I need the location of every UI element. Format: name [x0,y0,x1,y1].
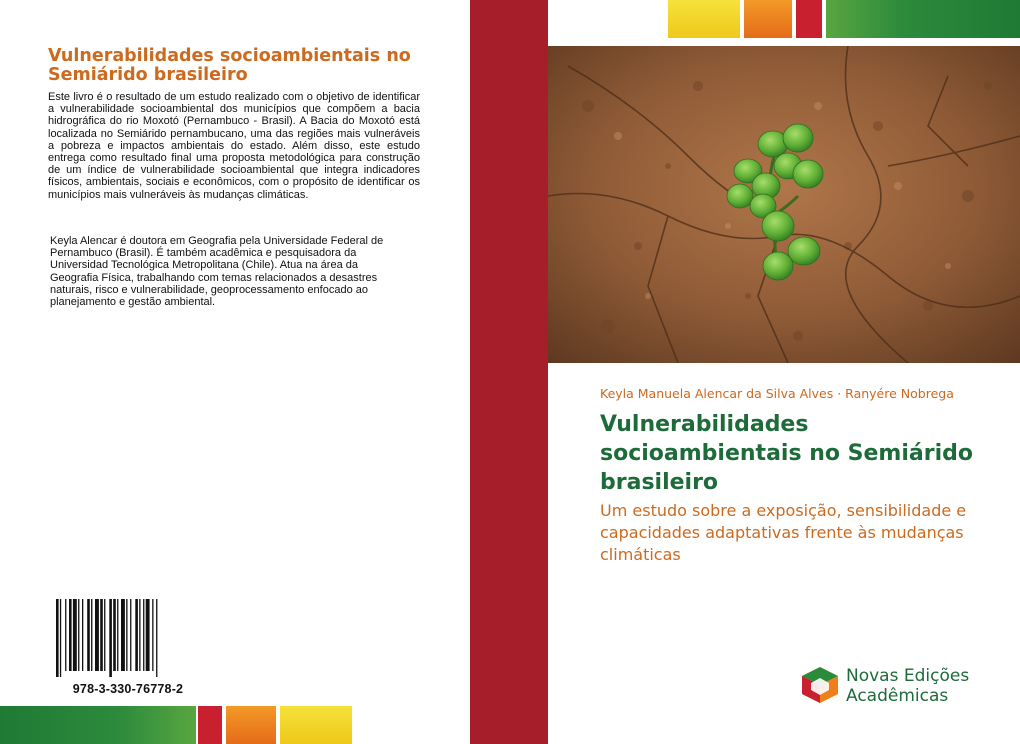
barcode-icon [56,599,200,677]
front-color-band-orange [744,0,792,38]
front-color-band-yellow [668,0,740,38]
publisher-name-line2: Acadêmicas [846,686,949,706]
publisher-hexagon-logo [800,666,840,704]
back-cover-title: Vulnerabilidades socioambientais no Semiárido brasileiro [48,46,411,85]
publisher-name-line1: Novas Edições [846,666,970,686]
front-cover-subtitle: Um estudo sobre a exposição, sensibilidade e capacidades adaptativas frente às mudanças climáticas [600,501,967,564]
front-cover-authors: Keyla Manuela Alencar da Silva Alves · Ranyére Nobrega [600,386,954,401]
back-color-band-red [198,706,222,744]
back-color-band-yellow [280,706,352,744]
back-cover-summary: Este livro é o resultado de um estudo realizado com o objetivo de identificar a vulnerabilidade socioambiental dos municípios que compõem a bacia hidrográfica do rio Moxotó (Pernambuco - Brasil). A Bacia do Moxotó está localizada no Semiárido pernambucano, uma das regiões mais vulneráveis a pobreza e impactos ambientais do estado. Além disso, este estudo entrega como resultado final uma proposta metodológica para construção de um índice de vulnerabilidade socioambiental que integra indicadores físicos, ambientais, sociais e econômicos, com o propósito de identificar os municípios mais vulneráveis às mudanças climáticas. [48,91,420,201]
seedling-in-dry-soil-photo [548,46,1020,363]
front-color-band-red [796,0,822,38]
isbn-number: 978-3-330-76778-2 [72,682,184,696]
back-cover [0,0,470,744]
front-color-band-green [826,0,1020,38]
book-spine [470,0,548,744]
front-cover-title: Vulnerabilidades socioambientais no Semiárido brasileiro [600,412,973,495]
back-color-band-orange [226,706,276,744]
author-bio: Keyla Alencar é doutora em Geografia pela Universidade Federal de Pernambuco (Brasil). É também acadêmica e pesquisadora da Universidad Tecnológica Metropolitana (Chile). Atua na área da Geografia Física, trabalhando com temas relacionados a desastres naturais, risco e vulnerabilidade, geoprocessamento enfocado ao planejamento e gestão ambiental. [50,235,384,309]
back-color-band-green [0,706,196,744]
publisher-block [800,664,1000,708]
